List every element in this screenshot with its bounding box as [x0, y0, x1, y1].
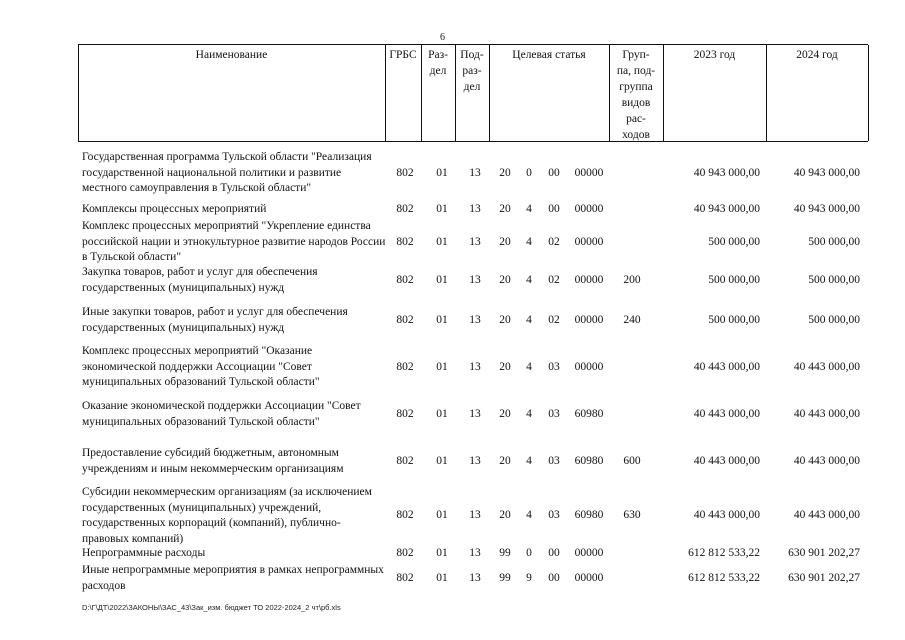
row-c1: 20 [499, 455, 511, 467]
table-row [0, 265, 905, 297]
row-name: Государственная программа Тульской области "Реализация государственной национальной политики и развитие местного самоуправления в Тульской области" [82, 151, 372, 194]
row-amount-y2024: 40 943 000,00 [793, 167, 860, 179]
row-grbs: 802 [396, 361, 414, 373]
row-amount-y2023: 40 443 000,00 [693, 509, 760, 521]
row-c4: 00000 [574, 203, 604, 215]
header-razdel: Раз- дел [428, 49, 448, 77]
row-c1: 20 [499, 274, 511, 286]
row-c3: 03 [548, 509, 560, 521]
row-c3: 03 [548, 455, 560, 467]
row-c4: 00000 [574, 274, 604, 286]
row-name: Закупка товаров, работ и услуг для обеспечения государственных (муниципальных) нужд [82, 266, 318, 294]
row-c1: 99 [499, 572, 511, 584]
row-c4: 60980 [574, 408, 604, 420]
row-pr: 13 [469, 361, 481, 373]
row-c2: 4 [526, 203, 532, 215]
row-rz: 01 [436, 572, 448, 584]
row-grbs: 802 [396, 408, 414, 420]
table-row [0, 399, 905, 431]
table-row [0, 202, 905, 218]
row-amount-y2024: 40 443 000,00 [793, 408, 860, 420]
row-c2: 4 [526, 509, 532, 521]
row-c4: 00000 [574, 572, 604, 584]
row-c1: 20 [499, 509, 511, 521]
row-pr: 13 [469, 167, 481, 179]
row-c3: 00 [548, 572, 560, 584]
row-vr: 600 [623, 455, 641, 467]
row-vr: 240 [623, 314, 641, 326]
table-row [0, 563, 905, 595]
header-name: Наименование [195, 49, 268, 61]
table-row [0, 485, 905, 547]
row-amount-y2023: 500 000,00 [708, 236, 760, 248]
row-c2: 0 [526, 167, 532, 179]
row-rz: 01 [436, 274, 448, 286]
row-c1: 20 [499, 408, 511, 420]
row-pr: 13 [469, 203, 481, 215]
table-header [78, 44, 868, 142]
row-amount-y2024: 500 000,00 [808, 236, 860, 248]
row-c2: 4 [526, 236, 532, 248]
row-amount-y2023: 612 812 533,22 [688, 572, 760, 584]
row-amount-y2023: 40 943 000,00 [693, 167, 760, 179]
row-c1: 20 [499, 236, 511, 248]
row-c3: 00 [548, 167, 560, 179]
row-grbs: 802 [396, 167, 414, 179]
row-c2: 4 [526, 455, 532, 467]
row-amount-y2024: 40 443 000,00 [793, 361, 860, 373]
row-c2: 4 [526, 274, 532, 286]
row-c3: 00 [548, 203, 560, 215]
row-rz: 01 [436, 167, 448, 179]
row-pr: 13 [469, 314, 481, 326]
row-c4: 00000 [574, 361, 604, 373]
row-vr: 630 [623, 509, 641, 521]
row-pr: 13 [469, 236, 481, 248]
row-pr: 13 [469, 572, 481, 584]
row-grbs: 802 [396, 547, 414, 559]
row-c1: 20 [499, 314, 511, 326]
row-amount-y2024: 630 901 202,27 [788, 547, 860, 559]
row-amount-y2023: 40 943 000,00 [693, 203, 760, 215]
row-amount-y2024: 630 901 202,27 [788, 572, 860, 584]
header-grbs: ГРБС [389, 49, 417, 61]
row-grbs: 802 [396, 236, 414, 248]
row-pr: 13 [469, 509, 481, 521]
row-c3: 02 [548, 274, 560, 286]
row-amount-y2024: 40 443 000,00 [793, 455, 860, 467]
header-year-2024: 2024 год [796, 49, 838, 61]
table-row [0, 150, 905, 197]
row-grbs: 802 [396, 203, 414, 215]
row-name: Иные непрограммные мероприятия в рамках непрограммных расходов [82, 564, 384, 592]
row-c4: 00000 [574, 314, 604, 326]
row-name: Субсидии некоммерческим организациям (за исключением государственных (муниципальных) учреждений, государственных корпораций (компаний), публично-правовых компаний) [82, 486, 372, 545]
row-pr: 13 [469, 547, 481, 559]
row-rz: 01 [436, 509, 448, 521]
row-amount-y2023: 500 000,00 [708, 274, 760, 286]
row-c2: 9 [526, 572, 532, 584]
table-row [0, 546, 905, 562]
row-name: Непрограммные расходы [82, 547, 206, 559]
file-path-footer: D:\Г\ДТ\2022\ЗАКОНЫ\ЗАС_43\Зак_изм. бюджет ТО 2022-2024_2 чт\рб.xls [82, 603, 341, 612]
row-pr: 13 [469, 274, 481, 286]
table-row [0, 219, 905, 266]
row-grbs: 802 [396, 274, 414, 286]
row-c3: 03 [548, 408, 560, 420]
row-c4: 00000 [574, 167, 604, 179]
row-name: Иные закупки товаров, работ и услуг для обеспечения государственных (муниципальных) нужд [82, 306, 348, 334]
row-grbs: 802 [396, 314, 414, 326]
row-rz: 01 [436, 455, 448, 467]
row-name: Комплексы процессных мероприятий [82, 203, 267, 215]
row-rz: 01 [436, 236, 448, 248]
header-gruppa: Груп- па, под- группа видов рас- ходов [616, 49, 656, 141]
row-pr: 13 [469, 408, 481, 420]
row-c4: 00000 [574, 236, 604, 248]
row-name: Комплекс процессных мероприятий "Оказание экономической поддержки Ассоциации "Совет муниципальных образований Тульской области" [82, 345, 320, 388]
row-c2: 4 [526, 361, 532, 373]
row-rz: 01 [436, 314, 448, 326]
row-amount-y2023: 40 443 000,00 [693, 408, 760, 420]
row-grbs: 802 [396, 455, 414, 467]
row-c4: 00000 [574, 547, 604, 559]
row-amount-y2023: 40 443 000,00 [693, 455, 760, 467]
row-name: Комплекс процессных мероприятий "Укрепление единства российской нации и этнокультурное развитие народов России в Тульской области" [82, 220, 386, 263]
row-c2: 0 [526, 547, 532, 559]
row-amount-y2024: 500 000,00 [808, 274, 860, 286]
row-amount-y2024: 40 443 000,00 [793, 509, 860, 521]
row-amount-y2023: 612 812 533,22 [688, 547, 760, 559]
row-c4: 60980 [574, 509, 604, 521]
row-amount-y2024: 500 000,00 [808, 314, 860, 326]
row-pr: 13 [469, 455, 481, 467]
row-c3: 03 [548, 361, 560, 373]
row-rz: 01 [436, 361, 448, 373]
row-name: Предоставление субсидий бюджетным, автономным учреждениям и иным некоммерческим организациям [82, 447, 344, 475]
row-rz: 01 [436, 547, 448, 559]
row-c3: 02 [548, 236, 560, 248]
row-rz: 01 [436, 408, 448, 420]
row-c3: 02 [548, 314, 560, 326]
row-amount-y2024: 40 943 000,00 [793, 203, 860, 215]
row-amount-y2023: 40 443 000,00 [693, 361, 760, 373]
row-grbs: 802 [396, 572, 414, 584]
header-year-2023: 2023 год [693, 49, 736, 61]
row-c2: 4 [526, 314, 532, 326]
page-number: 6 [440, 32, 445, 43]
row-c1: 20 [499, 203, 511, 215]
row-vr: 200 [623, 274, 641, 286]
row-amount-y2023: 500 000,00 [708, 314, 760, 326]
header-celevaya: Целевая статья [512, 49, 586, 61]
row-name: Оказание экономической поддержки Ассоциации "Совет муниципальных образований Тульской области" [82, 400, 361, 428]
row-c1: 20 [499, 361, 511, 373]
row-c3: 00 [548, 547, 560, 559]
row-c1: 20 [499, 167, 511, 179]
table-row [0, 344, 905, 391]
row-grbs: 802 [396, 509, 414, 521]
row-c4: 60980 [574, 455, 604, 467]
table-row [0, 446, 905, 478]
row-c2: 4 [526, 408, 532, 420]
row-rz: 01 [436, 203, 448, 215]
row-c1: 99 [499, 547, 511, 559]
table-row [0, 305, 905, 337]
header-podrazdel: Под- раз- дел [460, 49, 484, 93]
